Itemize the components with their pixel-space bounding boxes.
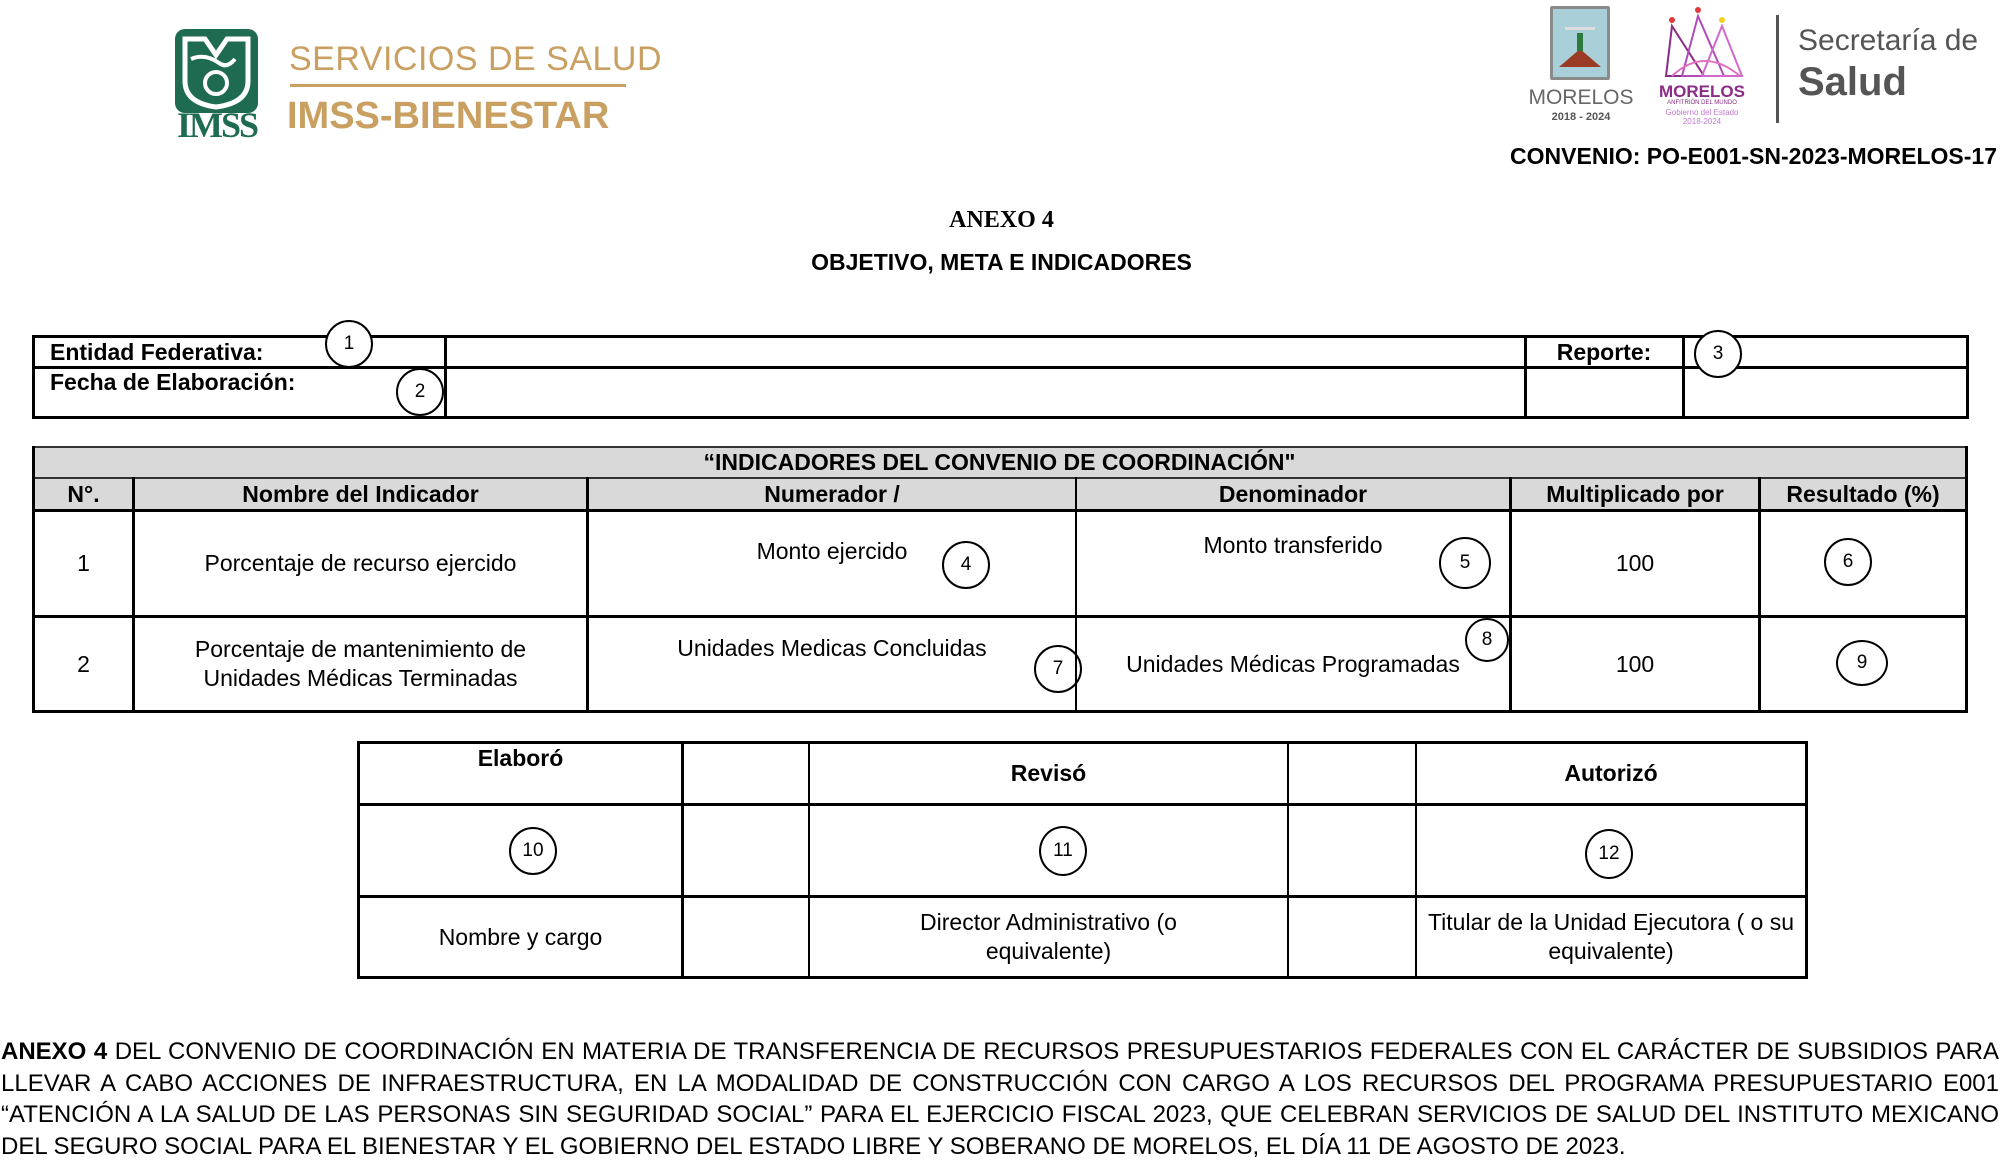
signature-role-elaboro: Nombre y cargo <box>438 923 603 950</box>
morelos-flower-logo-icon <box>1662 6 1746 82</box>
secretaria-de-text: Secretaría de <box>1798 24 1979 57</box>
entidad-federativa-label: Entidad Federativa: <box>50 339 264 365</box>
indicators-border-bottom <box>32 710 1968 713</box>
signature-heading-elaboro: Elaboró <box>477 744 564 771</box>
signatures-row-divider <box>357 803 1808 806</box>
marker-5: 5 <box>1439 537 1491 589</box>
salud-text: Salud <box>1798 60 1907 104</box>
morelos-gov-sub2: 2018-2024 <box>1682 117 1722 126</box>
signature-blank-slot[interactable] <box>684 806 808 895</box>
reporte-label: Reporte: <box>1556 339 1652 365</box>
signatures-border-right <box>1805 741 1808 979</box>
imss-bienestar-text: IMSS-BIENESTAR <box>287 95 610 137</box>
column-header-multiplier: Multiplicado por <box>1546 480 1724 507</box>
footer-paragraph <box>1 1036 1999 1162</box>
marker-6: 6 <box>1824 538 1872 586</box>
morelos-gov-name: MORELOS <box>1659 82 1745 101</box>
signature-role-autorizo: Titular de la Unidad Ejecutora ( o su equivalente) <box>1427 909 1795 964</box>
page-subtitle: OBJETIVO, META E INDICADORES <box>811 249 1192 275</box>
marker-2: 2 <box>396 368 444 416</box>
signature-heading-reviso: Revisó <box>1010 760 1087 786</box>
morelos-gov-sub1: Gobierno del Estado <box>1665 108 1739 117</box>
signatures-col-divider <box>1287 741 1289 979</box>
header-divider <box>1776 15 1779 123</box>
info-table-border-left <box>32 335 35 419</box>
signature-blank-slot[interactable] <box>1290 806 1415 895</box>
marker-11: 11 <box>1039 826 1087 876</box>
row-num: 2 <box>77 650 90 677</box>
column-header-name: Nombre del Indicador <box>242 480 479 507</box>
marker-10: 10 <box>509 827 557 875</box>
row-denominator: Monto transferido <box>1203 531 1383 558</box>
servicios-de-salud-text: SERVICIOS DE SALUD <box>289 40 663 78</box>
column-header-result: Resultado (%) <box>1786 480 1940 507</box>
page-title: ANEXO 4 <box>949 207 1054 233</box>
marker-9: 9 <box>1836 640 1888 686</box>
indicators-caption: “INDICADORES DEL CONVENIO DE COORDINACIÓN" <box>703 449 1296 475</box>
signatures-border-bottom <box>357 976 1808 979</box>
morelos-shield-icon <box>1550 6 1610 80</box>
column-header-numerator: Numerador / <box>764 480 900 507</box>
marker-12: 12 <box>1585 829 1633 879</box>
marker-3: 3 <box>1694 330 1742 378</box>
imss-eagle-logo-icon <box>175 29 258 113</box>
signature-role-reviso: Director Administrativo (o equivalente) <box>920 909 1177 964</box>
morelos-gov-subtitle <box>1652 108 1752 126</box>
indicators-border-right <box>1965 446 1968 713</box>
row-indicator-name: Porcentaje de mantenimiento de Unidades Médicas Terminadas <box>194 636 527 691</box>
entidad-federativa-field[interactable] <box>447 338 1524 366</box>
marker-8: 8 <box>1465 618 1509 662</box>
footer-lead: ANEXO 4 <box>1 1038 108 1065</box>
convenio-code: CONVENIO: PO-E001-SN-2023-MORELOS-17 <box>1510 143 1997 169</box>
indicators-col-divider <box>586 477 589 713</box>
row-multiplier: 100 <box>1615 650 1655 677</box>
column-header-denominator: Denominador <box>1218 480 1368 507</box>
row-num: 1 <box>77 550 90 576</box>
row-multiplier: 100 <box>1615 550 1655 576</box>
row-numerator: Unidades Medicas Concluidas <box>677 634 987 661</box>
info-table-border-bottom <box>32 416 1969 419</box>
row-denominator: Unidades Médicas Programadas <box>1126 650 1460 677</box>
marker-4: 4 <box>942 541 990 589</box>
morelos-shield-period: 2018 - 2024 <box>1551 111 1611 123</box>
signature-heading-autorizo: Autorizó <box>1564 760 1658 786</box>
fecha-elaboracion-label: Fecha de Elaboración: <box>50 369 296 395</box>
logo-divider <box>290 84 626 87</box>
column-header-num: N°. <box>67 480 100 507</box>
marker-1: 1 <box>325 320 373 368</box>
fecha-elaboracion-field[interactable] <box>447 369 1524 416</box>
imss-wordmark: IMSS <box>176 105 258 145</box>
morelos-shield-name: MORELOS <box>1528 86 1634 109</box>
indicators-col-divider <box>1758 477 1761 713</box>
info-table-border-right <box>1966 335 1969 419</box>
row-indicator-name: Porcentaje de recurso ejercido <box>204 550 517 576</box>
row-numerator: Monto ejercido <box>756 537 908 564</box>
footer-text: DEL CONVENIO DE COORDINACIÓN EN MATERIA DE TRANSFERENCIA DE RECURSOS PRESUPUESTARIOS FEDERALES CON EL CARÁCTER DE SUBSIDIOS PARA LLEVAR A CABO ACCIONES DE INFRAESTRUCTURA, EN LA MODALIDAD DE CONSTRUCCIÓN CON CARGO A LOS RECURSOS DEL PROGRAMA PRESUPUESTARIO E001 “ATENCIÓN A LA SALUD DE LAS PERSONAS SIN SEGURIDAD SOCIAL” PARA EL EJERCICIO FISCAL 2023, QUE CELEBRAN SERVICIOS DE SALUD DEL INSTITUTO MEXICANO DEL SEGURO SOCIAL PARA EL BIENESTAR Y EL GOBIERNO DEL ESTADO LIBRE Y SOBERANO DE MORELOS, EL DÍA 11 DE AGOSTO DE 2023. <box>1 1038 1999 1160</box>
marker-7: 7 <box>1034 645 1082 693</box>
morelos-gov-tagline: ANFITRIÓN DEL MUNDO <box>1667 100 1737 106</box>
